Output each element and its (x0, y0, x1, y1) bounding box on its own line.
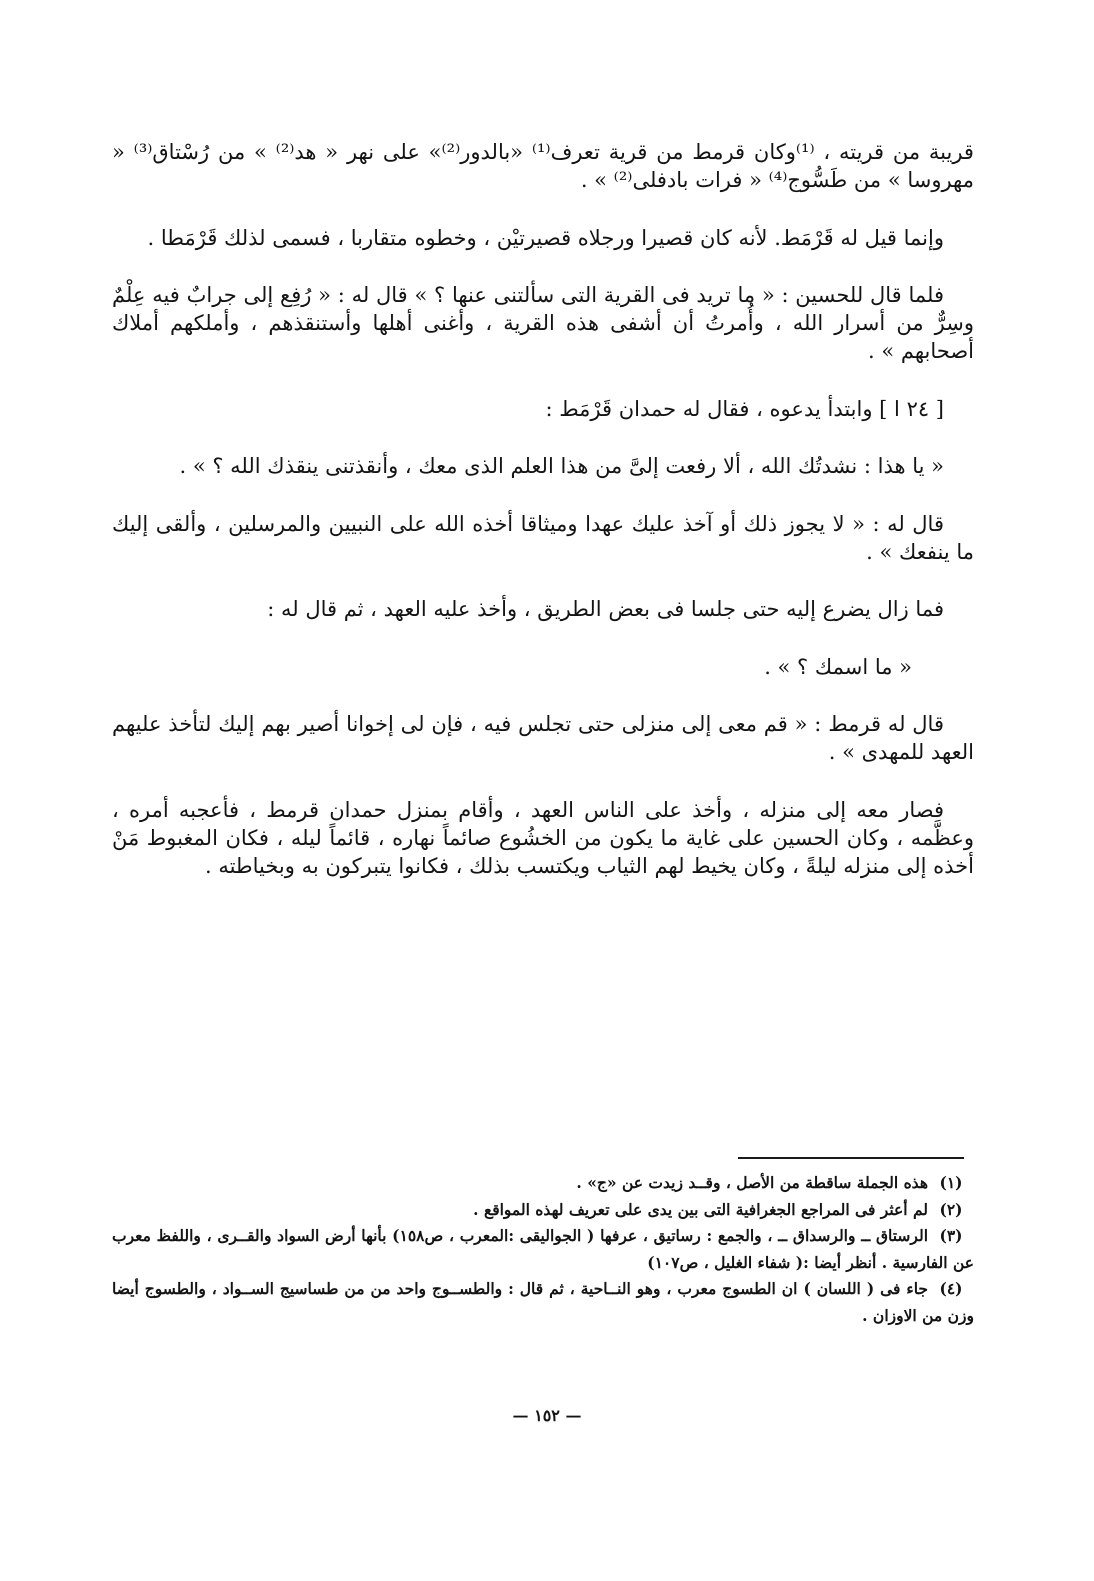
paragraph-2: وإنما قيل له قَرْمَط. لأنه كان قصيرا ورجلاه قصيرتيْن ، وخطوه متقاربا ، فسمى لذلك قَرْمَطا . (147, 225, 944, 250)
paragraph-4: [ ٢٤ ا ] وابتدأ يدعوه ، فقال له حمدان قَرْمَط : (545, 396, 944, 421)
paragraph-8: « ما اسمك ؟ » . (764, 654, 912, 679)
footnote-number: (٢) (939, 1199, 963, 1219)
footnote-number: (٣) (939, 1226, 963, 1245)
footnote-2 (112, 1197, 974, 1224)
paragraph-6: قال له : « لا يجوز ذلك أو آخذ عليك عهدا وميثاقا أخذه الله على النبيين والمرسلين ، وألقى إليك ما ينفعك » . (112, 511, 974, 564)
footnote-text: لم أعثر فى المراجع الجغرافية التى بين يدى على تعريف لهذه المواقع . (473, 1199, 928, 1219)
main-text (112, 138, 974, 909)
footnote-separator (738, 1157, 964, 1159)
paragraph-7: فما زال يضرع إليه حتى جلسا فى بعض الطريق ، وأخذ عليه العهد ، ثم قال له : (267, 597, 944, 621)
footnote-3 (112, 1223, 974, 1276)
paragraph-1: قريبة من قريته ، ⁽¹⁾وكان قرمط من قرية تعرف⁽¹⁾ «بالدور⁽²⁾» على نهر « هد⁽²⁾ » من رُسْتاق⁽³⁾ « مهروسا » من طَسُّوج⁽⁴⁾ « فرات بادفلى⁽²⁾ » . (112, 140, 974, 192)
footnote-4 (112, 1276, 974, 1329)
footnote-1 (112, 1170, 974, 1197)
footnote-text: الرستاق ــ والرسداق ــ ، والجمع : رساتيق ، عرفها ( الجواليقى :المعرب ، ص١٥٨) بأنها أرض السواد والقــرى ، واللفظ معرب عن الفارسية . أنظر أيضا :( شفاء الغليل ، ص١٠٧) (112, 1226, 974, 1272)
footnote-number: (١) (939, 1173, 963, 1192)
paragraph-9: قال له قرمط : « قم معى إلى منزلى حتى تجلس فيه ، فإن لى إخوانا أصير بهم إليك لتأخذ عليهم العهد للمهدى » . (112, 712, 974, 764)
footnote-number: (٤) (939, 1279, 963, 1298)
footnote-text: هذه الجملة ساقطة من الأصل ، وقــد زيدت عن «ج» . (576, 1173, 928, 1192)
footnotes (112, 1170, 974, 1329)
paragraph-5: « يا هذا : نشدتُك الله ، ألا رفعت إلىَّ من هذا العلم الذى معك ، وأنقذتنى ينقذك الله ؟ » . (179, 454, 944, 478)
paragraph-10: فصار معه إلى منزله ، وأخذ على الناس العهد ، وأقام بمنزل حمدان قرمط ، فأعجبه أمره ، وعظَّمه ، وكان الحسين على غاية ما يكون من الخشُوع صائماً نهاره ، قائماً ليله ، فكان المغبوط مَنْ أخذه إلى منزله ليلةً ، وكان يخيط لهم الثياب ويكتسب بذلك ، فكانوا يتبركون به وبخياطته . (112, 797, 974, 878)
page-number: — ١٥٢ — (512, 1406, 582, 1425)
paragraph-3: فلما قال للحسين : « ما تريد فى القرية التى سألتنى عنها ؟ » قال له : « رُفِع إلى جرابٌ فيه عِلْمٌ وسِرٌّ من أسرار الله ، وأُمرتُ أن أشفى هذه القرية ، وأغنى أهلها وأستنقذهم ، وأملكهم أملاك أصحابهم » . (112, 283, 974, 363)
footnote-text: جاء فى ( اللسان ) ان الطسوج معرب ، وهو النــاحية ، ثم قال : والطســوج واحد من من طساسيج الســواد ، والطسوج أيضا وزن من الاوزان . (112, 1279, 974, 1325)
